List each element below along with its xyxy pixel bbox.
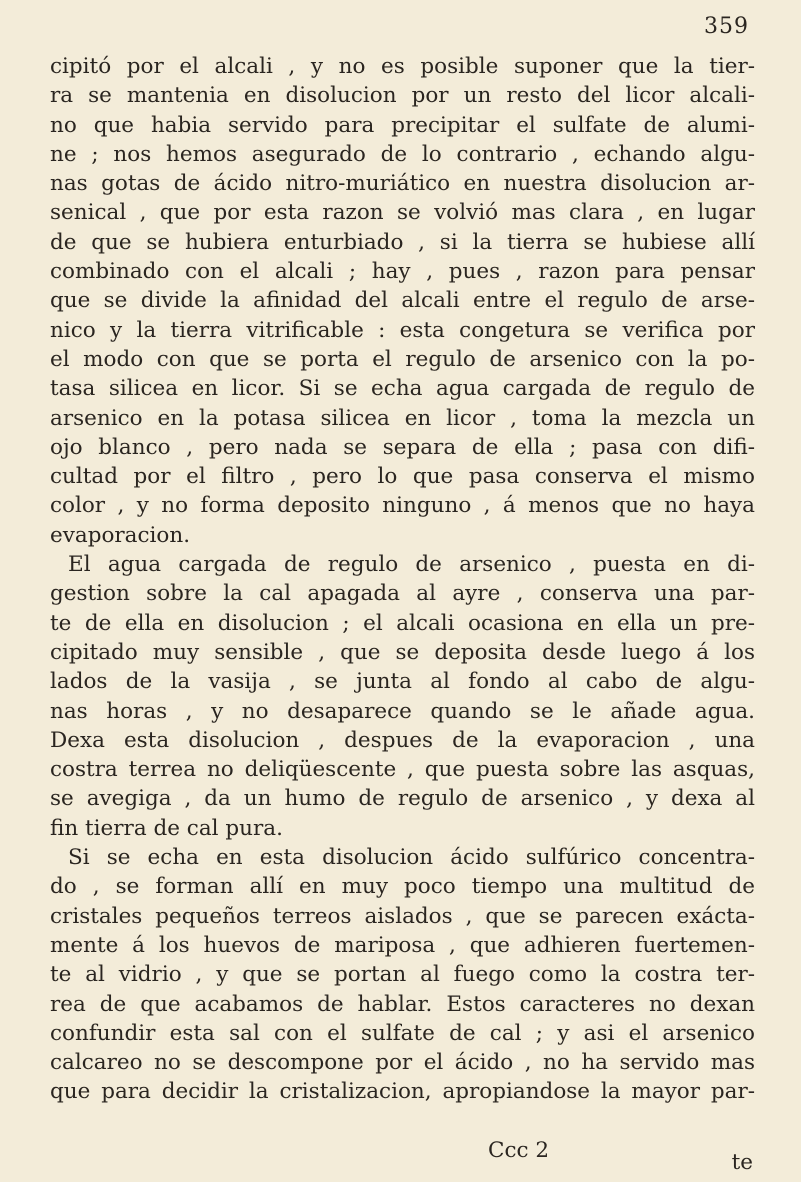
text-line: cristales pequeños terreos aislados , que se parecen exácta- — [50, 903, 755, 929]
text-line: do , se forman allí en muy poco tiempo una multitud de — [50, 874, 755, 900]
paragraph — [50, 550, 755, 843]
text-line: mente á los huevos de mariposa , que adhieren fuertemen- — [50, 932, 755, 958]
text-line: ojo blanco , pero nada se separa de ella ; pasa con difi- — [50, 434, 755, 460]
catchword: te — [731, 1150, 753, 1175]
text-line: confundir esta sal con el sulfate de cal ; y asi el arsenico — [50, 1020, 755, 1046]
text-line: te de ella en disolucion ; el alcali ocasiona en ella un pre- — [50, 610, 755, 636]
text-line: ne ; nos hemos asegurado de lo contrario , echando algu- — [50, 141, 755, 167]
text-line: calcareo no se descompone por el ácido , no ha servido mas — [50, 1050, 755, 1076]
text-line: nico y la tierra vitrificable : esta congetura se verifica por — [50, 317, 755, 343]
text-line: se avegiga , da un humo de regulo de arsenico , y dexa al — [50, 786, 755, 812]
text-line: arsenico en la potasa silicea en licor , toma la mezcla un — [50, 405, 755, 431]
text-line: El agua cargada de regulo de arsenico , puesta en di- — [68, 552, 755, 578]
page-number: 359 — [704, 14, 749, 39]
text-line: Si se echa en esta disolucion ácido sulfúrico concentra- — [68, 845, 755, 871]
text-line: que para decidir la cristalizacion, apropiandose la mayor par- — [50, 1079, 755, 1105]
text-line: costra terrea no deliqüescente , que puesta sobre las asquas, — [50, 757, 755, 783]
text-line: evaporacion. — [50, 522, 191, 548]
text-line: ra se mantenia en disolucion por un resto del licor alcali- — [50, 83, 755, 109]
text-line: nas gotas de ácido nitro-muriático en nuestra disolucion ar- — [50, 171, 755, 197]
paragraph — [50, 52, 755, 550]
text-line: que se divide la afinidad del alcali entre el regulo de arse- — [50, 288, 755, 314]
text-line: te al vidrio , y que se portan al fuego como la costra ter- — [50, 962, 755, 988]
text-line: el modo con que se porta el regulo de arsenico con la po- — [50, 346, 755, 372]
text-line: nas horas , y no desaparece quando se le añade agua. — [50, 698, 755, 724]
text-line: Dexa esta disolucion , despues de la evaporacion , una — [50, 727, 755, 753]
text-line: rea de que acabamos de hablar. Estos caracteres no dexan — [50, 991, 755, 1017]
text-line: tasa silicea en licor. Si se echa agua cargada de regulo de — [50, 376, 755, 402]
text-line: cultad por el filtro , pero lo que pasa conserva el mismo — [50, 464, 755, 490]
text-line: no que habia servido para precipitar el sulfate de alumi- — [50, 112, 755, 138]
text-line: cipitó por el alcali , y no es posible suponer que la tier- — [50, 54, 755, 79]
text-line: gestion sobre la cal apagada al ayre , conserva una par- — [50, 581, 755, 607]
text-line: lados de la vasija , se junta al fondo al cabo de algu- — [50, 669, 755, 695]
page-body — [50, 52, 755, 1107]
printer-signature: Ccc 2 — [488, 1138, 550, 1163]
text-line: combinado con el alcali ; hay , pues , razon para pensar — [50, 259, 755, 285]
text-line: color , y no forma deposito ninguno , á menos que no haya — [50, 493, 755, 519]
text-line: fin tierra de cal pura. — [50, 815, 283, 841]
paragraph — [50, 843, 755, 1107]
text-line: de que se hubiera enturbiado , si la tierra se hubiese allí — [50, 229, 755, 255]
text-line: cipitado muy sensible , que se deposita desde luego á los — [50, 639, 755, 665]
text-line: senical , que por esta razon se volvió mas clara , en lugar — [50, 200, 755, 226]
